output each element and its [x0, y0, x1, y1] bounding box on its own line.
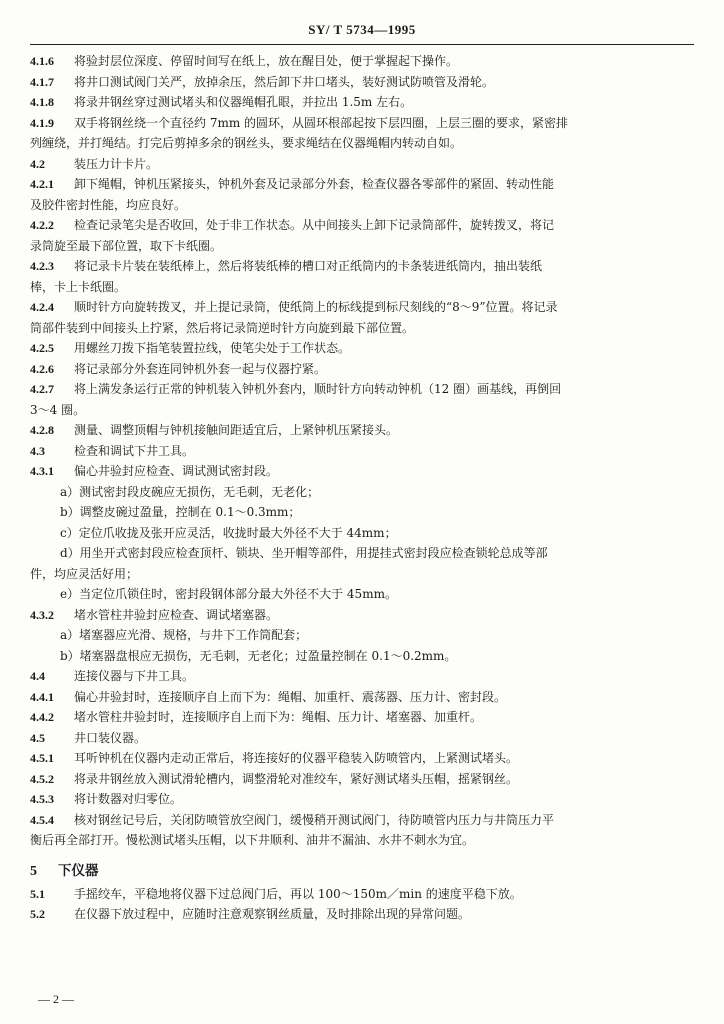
clause-text: 棒，卡上卡纸圈。: [30, 279, 127, 294]
clause-text: 将井口测试阀门关严，放掉余压，然后卸下井口堵头，装好测试防喷管及滑轮。: [74, 74, 495, 89]
text-line: [30, 359, 694, 380]
section-5-clauses: [30, 884, 694, 925]
clause-text: 装压力计卡片。: [74, 156, 159, 171]
text-line: [30, 543, 694, 564]
text-line: [30, 646, 694, 667]
clause-text: 及胶件密封性能，均应良好。: [30, 197, 187, 212]
clause-number: 4.5.3: [30, 792, 54, 806]
clause-number: 4.2.6: [30, 361, 54, 376]
clause-number: 4.1.8: [30, 95, 54, 109]
clause-text: 将上满发条运行正常的钟机装入钟机外套内，顺时针方向转动钟机（12 圈）画基线，再倒回: [74, 382, 562, 396]
clause-text: 在仪器下放过程中，应随时注意观察钢丝质量，及时排除出现的异常问题。: [74, 907, 471, 921]
clause-text: a）测试密封段皮碗应无损伤，无毛刺，无老化；: [60, 484, 320, 499]
text-line: [30, 441, 694, 462]
text-line: [30, 461, 694, 482]
clause-text: 手摇绞车，平稳地将仪器下过总阀门后，再以 100～150m／min 的速度平稳下放。: [74, 886, 522, 901]
header-rule: [30, 44, 694, 45]
text-line: [30, 92, 694, 113]
clause-number: 4.1.6: [30, 54, 54, 68]
standard-code-header: SY/ T 5734—1995: [308, 22, 416, 37]
text-line: [30, 789, 694, 810]
clause-text: 测量、调整顶帽与钟机接触间距适宜后，上紧钟机压紧接头。: [74, 423, 399, 437]
text-line: [30, 564, 694, 585]
text-line: [30, 687, 694, 708]
text-line: [30, 728, 694, 749]
clause-text: 筒部件装到中间接头上拧紧，然后将记录筒逆时针方向旋到最下部位置。: [30, 320, 415, 335]
clause-text: 堵水管柱井验封时，连接顺序自上而下为：绳帽、压力计、堵塞器、加重杆。: [74, 710, 483, 724]
clause-number: 4.2.4: [30, 300, 54, 314]
text-line: [30, 884, 694, 905]
text-line: [30, 72, 694, 93]
text-line: [30, 338, 694, 359]
text-line: [30, 133, 694, 154]
clause-text: 检查和调试下井工具。: [74, 443, 195, 458]
text-line: [30, 748, 694, 769]
text-line: [30, 318, 694, 339]
clause-text: 堵水管柱井验封应检查、调试堵塞器。: [74, 607, 279, 622]
clause-list: [30, 51, 694, 851]
section-5-heading: [30, 859, 694, 884]
clause-text: 将验封层位深度、停留时间写在纸上，放在醒目处，便于掌握起下操作。: [74, 54, 459, 68]
text-line: [30, 707, 694, 728]
clause-number: 4.3.2: [30, 607, 54, 622]
text-line: [30, 277, 694, 298]
clause-text: 录筒旋至最下部位置，取下卡纸圈。: [30, 238, 223, 253]
clause-number: 4.2.5: [30, 341, 54, 355]
clause-text: 核对钢丝记号后，关闭防喷管放空阀门，缓慢稍开测试阀门，待防喷管内压力与井筒压力平: [74, 812, 555, 827]
clause-number: 4.2.1: [30, 177, 54, 191]
text-line: [30, 420, 694, 441]
clause-number: 4.2.3: [30, 259, 54, 273]
clause-text: 列缠绕，并打绳结。打完后剪掉多余的钢丝头，要求绳结在仪器绳帽内转动自如。: [30, 136, 463, 150]
clause-number: 4.1.9: [30, 115, 54, 130]
text-line: [30, 297, 694, 318]
clause-text: 将录井钢丝放入测试滑轮槽内，调整滑轮对准绞车，紧好测试堵头压帽，摇紧钢丝。: [74, 771, 519, 786]
clause-text: 连接仪器与下井工具。: [74, 669, 195, 683]
clause-text: 井口装仪器。: [74, 730, 147, 745]
text-line: [30, 830, 694, 851]
clause-text: d）用坐开式密封段应检查顶杆、锁块、坐开帽等部件，用提挂式密封段应检查锁轮总成等部: [60, 546, 548, 560]
clause-text: c）定位爪收拢及张开应灵活，收拢时最大外径不大于 44mm；: [60, 525, 397, 540]
clause-text: 将计数器对归零位。: [74, 792, 183, 806]
text-line: [30, 215, 694, 236]
text-line: [30, 769, 694, 790]
clause-number: 4.5.1: [30, 751, 54, 765]
text-line: [30, 174, 694, 195]
clause-text: 耳听钟机在仪器内走动正常后，将连接好的仪器平稳装入防喷管内，上紧测试堵头。: [74, 751, 519, 765]
text-line: [30, 51, 694, 72]
clause-text: 将记录卡片装在装纸棒上，然后将装纸棒的槽口对正纸筒内的卡条装进纸筒内，抽出装纸: [74, 259, 543, 273]
clause-text: 件，均应灵活好用；: [30, 566, 139, 581]
clause-number: 4.5.2: [30, 771, 54, 786]
clause-text: 将录井钢丝穿过测试堵头和仪器绳帽孔眼，并拉出 1.5m 左右。: [74, 95, 413, 109]
clause-text: 衡后再全部打开。慢松测试堵头压帽，以下井顺利、油井不漏油、水井不刺水为宜。: [30, 833, 475, 847]
clause-text: b）堵塞器盘根应无损伤，无毛刺，无老化；过盈量控制在 0.1～0.2mm。: [60, 648, 457, 663]
document-body: [30, 51, 694, 925]
clause-text: 3～4 圈。: [30, 402, 86, 417]
text-line: [30, 904, 694, 925]
section-title: 下仪器: [58, 862, 99, 879]
clause-number: 4.5: [30, 730, 45, 745]
text-line: [30, 195, 694, 216]
text-line: [30, 810, 694, 831]
clause-text: 检查记录笔尖是否收回，处于非工作状态。从中间接头上卸下记录筒部件，旋转拨叉，将记: [74, 218, 555, 232]
clause-number: 5.2: [30, 907, 45, 921]
clause-text: b）调整皮碗过盈量，控制在 0.1～0.3mm；: [60, 505, 301, 519]
clause-number: 4.2.2: [30, 218, 54, 232]
clause-number: 4.1.7: [30, 74, 54, 89]
clause-text: 偏心井验封应检查、调试测试密封段。: [74, 464, 279, 478]
clause-number: 4.3: [30, 443, 45, 458]
text-line: [30, 584, 694, 605]
text-line: [30, 502, 694, 523]
clause-number: 4.4.2: [30, 710, 54, 724]
text-line: [30, 113, 694, 134]
clause-text: 偏心井验封时，连接顺序自上而下为：绳帽、加重杆、震荡器、压力计、密封段。: [74, 689, 507, 704]
text-line: [30, 482, 694, 503]
text-line: [30, 666, 694, 687]
clause-number: 4.4.1: [30, 689, 54, 704]
text-line: [30, 523, 694, 544]
clause-number: 4.2.7: [30, 382, 54, 396]
clause-number: 4.2: [30, 156, 45, 171]
clause-text: 顺时针方向旋转拨叉，并上提记录筒，使纸筒上的标线提到标尺刻线的“8～9”位置。将记录: [74, 300, 558, 314]
clause-number: 4.3.1: [30, 464, 54, 478]
clause-text: a）堵塞器应光滑、规格，与井下工作筒配套；: [60, 628, 308, 642]
text-line: [30, 605, 694, 626]
clause-text: 卸下绳帽，钟机压紧接头，钟机外套及记录部分外套，检查仪器各零部件的紧固、转动性能: [74, 177, 555, 191]
text-line: [30, 236, 694, 257]
clause-text: 双手将钢丝绕一个直径约 7mm 的圆环，从圆环根部起按下层四圈，上层三圈的要求，紧密排: [74, 115, 569, 130]
clause-number: 5.1: [30, 886, 45, 901]
text-line: [30, 625, 694, 646]
clause-number: 4.4: [30, 669, 45, 683]
clause-number: 4.5.4: [30, 812, 54, 827]
text-line: [30, 400, 694, 421]
page-number: — 2 —: [38, 992, 74, 1006]
section-number: 5: [30, 863, 37, 879]
clause-text: e）当定位爪锁住时，密封段钢体部分最大外径不大于 45mm。: [60, 587, 397, 601]
text-line: [30, 379, 694, 400]
text-line: [30, 154, 694, 175]
clause-text: 将记录部分外套连同钟机外套一起与仪器拧紧。: [74, 361, 327, 376]
clause-number: 4.2.8: [30, 423, 54, 437]
text-line: [30, 256, 694, 277]
clause-text: 用螺丝刀拨下指笔装置拉线，使笔尖处于工作状态。: [74, 341, 351, 355]
